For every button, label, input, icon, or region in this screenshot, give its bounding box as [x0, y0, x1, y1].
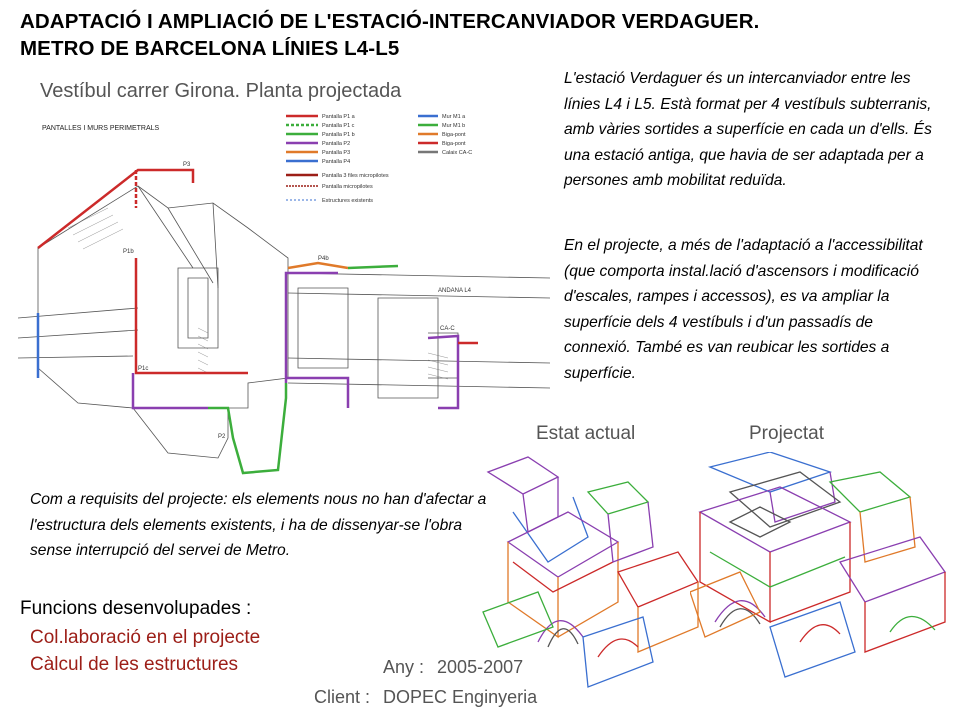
legend-item: Pantalla P2 — [322, 141, 351, 147]
legend-item: Mur M1 b — [442, 123, 466, 129]
year-label: Any : — [383, 657, 425, 677]
plan-header-note: PANTALLES I MURS PERIMETRALS — [42, 125, 160, 132]
client-row — [314, 687, 537, 708]
client-value: DOPEC Enginyeria — [383, 687, 538, 707]
legend-item: Pantalla P1 c — [322, 123, 355, 129]
plan-caption: Vestíbul carrer Girona. Planta projectada — [40, 80, 402, 102]
legend-item: Calaix CA-C — [442, 150, 473, 156]
plan-label: P4b — [318, 256, 329, 262]
requirements-paragraph: Com a requisits del projecte: els elements nous no han d'afectar a l'estructura dels elements existents, i ha de dissenyar-se l'obra sense interrupció del servei de Metro. — [30, 491, 487, 559]
description-paragraph-1: L'estació Verdaguer és un intercanviador entre les línies L4 i L5. Està format per 4 vestíbuls subterranis, amb vàries sortides a superfície en cada un d'ells. És una estació antiga, que havia de ser adaptada per a persones amb mobilitat reduïda. — [564, 70, 932, 189]
plan-label: P1b — [123, 249, 134, 255]
year-row — [383, 657, 523, 678]
title-line-1: ADAPTACIÓ I AMPLIACIÓ DE L'ESTACIÓ-INTERCANVIADOR VERDAGUER. — [20, 10, 760, 33]
sketch-projected — [690, 452, 952, 692]
sketch-caption-projected: Projectat — [749, 423, 824, 444]
legend-item: Pantalla micropilotes — [322, 184, 373, 190]
sketch-current-state — [478, 452, 704, 692]
client-label: Client : — [314, 687, 371, 707]
page-title — [20, 8, 759, 62]
legend-item: Pantalla P4 — [322, 159, 351, 165]
plan-label: P3 — [183, 162, 191, 168]
floor-plan-drawing — [18, 108, 550, 480]
title-line-2: METRO DE BARCELONA LÍNIES L4-L5 — [20, 37, 400, 60]
legend-item: Pantalla P1 b — [322, 132, 355, 138]
legend-item: Pantalla P1 a — [322, 114, 355, 120]
plan-hatching — [68, 208, 448, 379]
plan-new-walls — [38, 170, 478, 473]
plan-label: P1c — [138, 366, 149, 372]
legend-item: Pantalla 3 files micropilotes — [322, 173, 389, 179]
legend-item: Biga-pont — [442, 141, 466, 147]
legend-item: Pantalla P3 — [322, 150, 351, 156]
funcio-item: Càlcul de les estructures — [30, 654, 239, 675]
sketch-caption-actual: Estat actual — [536, 423, 636, 444]
plan-label: ANDANA L4 — [438, 288, 472, 294]
funcio-item: Col.laboració en el projecte — [30, 627, 261, 648]
funcions-heading: Funcions desenvolupades : — [20, 598, 252, 619]
description-paragraph-2: En el projecte, a més de l'adaptació a l'accessibilitat (que comporta instal.lació d'ascensors i modificació d'escales, rampes i accessos), es va ampliar la superfície dels 4 vestíbuls i d'un passadís de connexió. També es van reubicar les sortides a superfície. — [564, 237, 923, 382]
legend-item: Biga-pont — [442, 132, 466, 138]
legend-item: Mur M1 a — [442, 114, 466, 120]
plan-label: CA-C — [440, 326, 455, 332]
legend-item: Estructures existents — [322, 198, 374, 204]
plan-legend — [286, 114, 472, 204]
plan-label: P2 — [218, 434, 226, 440]
year-value: 2005-2007 — [437, 657, 524, 677]
